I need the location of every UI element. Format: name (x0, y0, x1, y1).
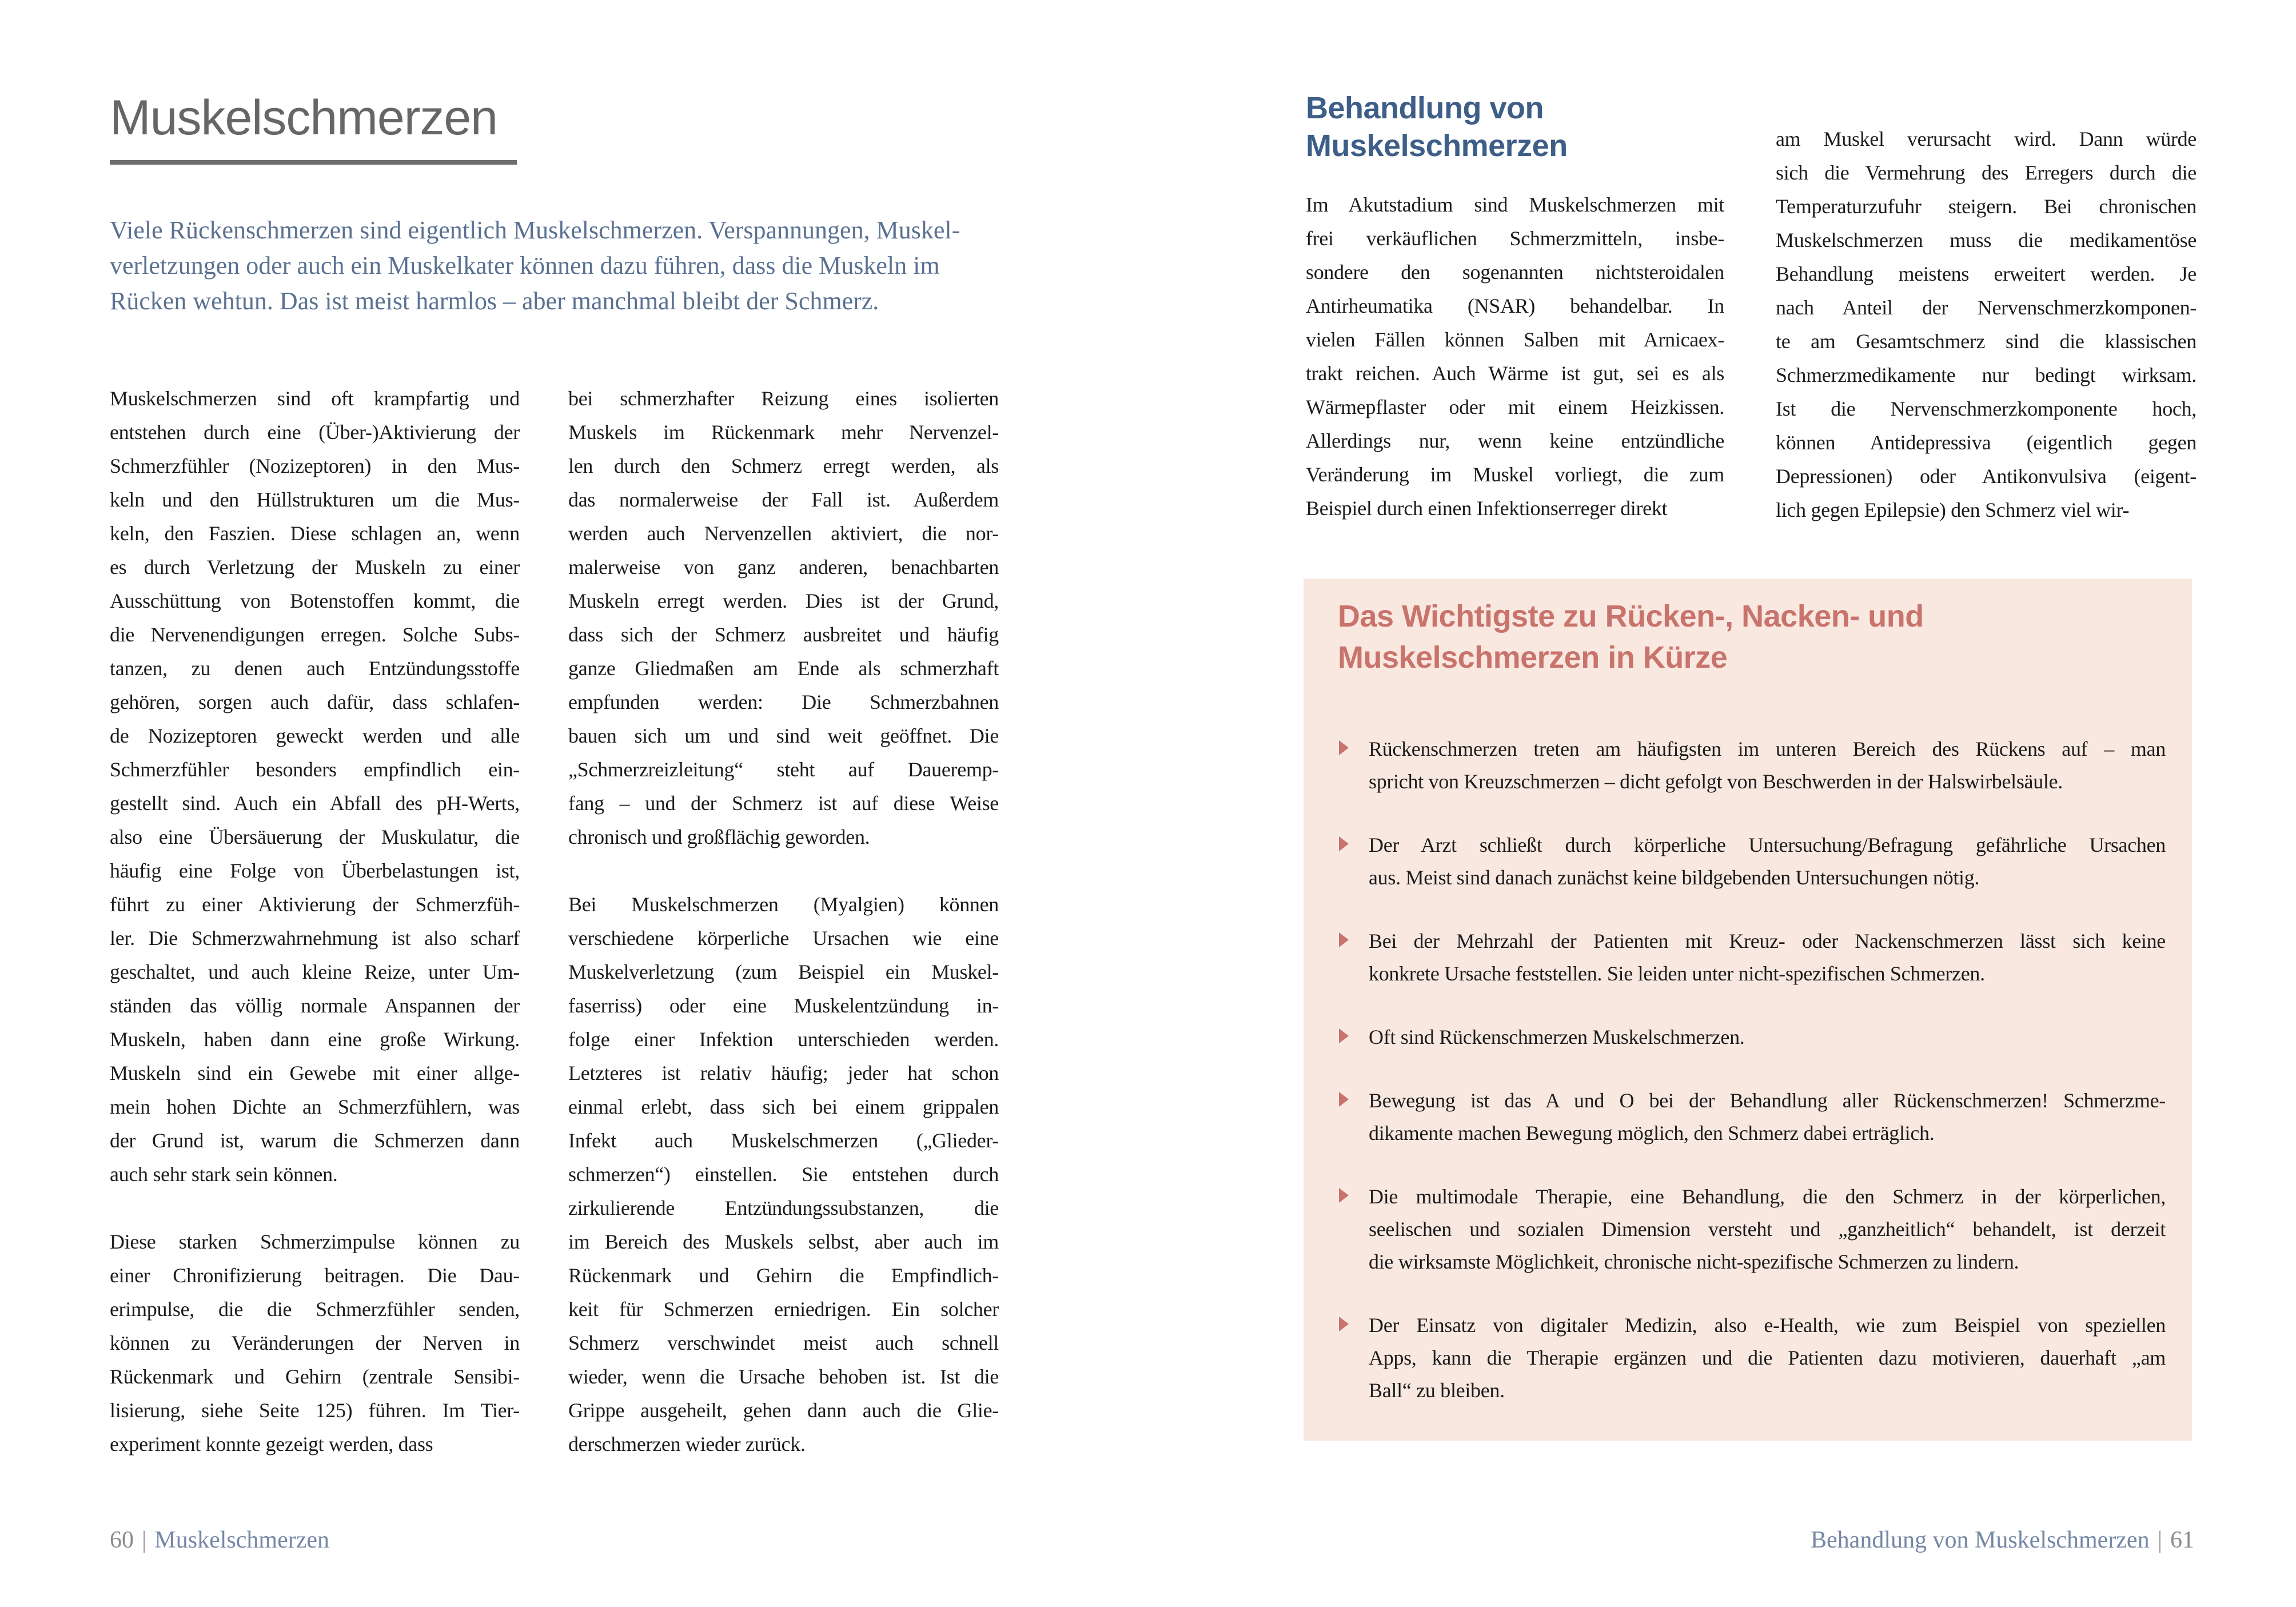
section-heading: Behandlung von Muskelschmerzen (1306, 91, 1568, 163)
paragraph: Muskelschmerzen sind oft krampfartig und entstehen durch eine (Über-)Aktivierung der Schmerzfühler (Nozizeptoren) in den Mus- keln und den Hüllstrukturen um die Mus- keln, den Faszien. Diese schlagen an, wenn es durch Verletzung der Muskeln zu einer Ausschüttung von Botenstoffen kommt, die die Nervenendigungen erregen. Solche Subs- tanzen, zu denen auch Entzündungsstoffe gehören, sorgen auch dafür, dass schlafen- de Nozizeptoren geweckt werden und alle Schmerzfühler besonders empfindlich ein- gestellt sind. Auch ein Abfall des pH-Werts, also eine Übersäuerung der Muskulatur, die häufig eine Folge von Überbelastungen ist, führt zu einer Aktivierung der Schmerzfüh- ler. Die Schmerzwahrnehmung ist also scharf geschaltet, und auch kleine Reize, unter Um- ständen das völlig normale Anspannen der Muskeln, haben dann eine große Wirkung. Muskeln sind ein Gewebe mit einer allge- mein hohen Dichte an Schmerzfühlern, was der Grund ist, warum die Schmerzen dann auch sehr stark sein können. (110, 387, 520, 1186)
left-page-column-1 (110, 382, 520, 1461)
paragraph: Bei Muskelschmerzen (Myalgien) können verschiedene körperliche Ursachen wie eine Muskelverletzung (zum Beispiel ein Muskel- faserriss) oder eine Muskelentzündung in- folge einer Infektion unterschieden werden. Letzteres ist relativ häufig; jeder hat schon einmal erlebt, dass sich bei einem grippalen Infekt auch Muskelschmerzen („Glieder- schmerzen“) einstellen. Sie entstehen durch zirkulierende Entzündungssubstanzen, die im Bereich des Muskels selbst, aber auch im Rückenmark und Gehirn die Empfindlich- keit für Schmerzen erniedrigen. Ein solcher Schmerz verschwindet meist auch schnell wieder, wenn die Ursache behoben ist. Ist die Grippe ausgeheilt, gehen dann auch die Glie- derschmerzen wieder zurück. (568, 893, 999, 1456)
page-number: 60 (110, 1527, 134, 1553)
paragraph: am Muskel verursacht wird. Dann würde sich die Vermehrung des Erregers durch die Temperaturzufuhr steigern. Bei chronischen Muskelschmerzen muss die medikamentöse Behandlung meistens erweitert werden. Je nach Anteil der Nervenschmerzkomponen- te am Gesamtschmerz sind die klassischen Schmerzmedikamente nur bedingt wirksam. Ist die Nervenschmerzkomponente hoch, können Antidepressiva (eigentlich gegen Depressionen) oder Antikonvulsiva (eigent- lich gegen Epilepsie) den Schmerz viel wir- (1776, 127, 2197, 521)
bullet-list (1338, 733, 2166, 1407)
bullet-arrow-icon (1339, 836, 1349, 851)
bullet-arrow-icon (1339, 1317, 1349, 1331)
page-number: 61 (2170, 1527, 2194, 1553)
summary-box-title: Das Wichtigste zu Rücken-, Nacken- und Muskelschmerzen in Kürze (1338, 599, 1924, 675)
paragraph: Diese starken Schmerzimpulse können zu einer Chronifizierung beitragen. Die Dau- erimpulse, die die Schmerzfühler senden, können zu Veränderungen der Nerven in Rückenmark und Gehirn (zentrale Sensibi- lisierung, siehe Seite 125) führen. Im Tier- experiment konnte gezeigt werden, dass (110, 1230, 520, 1456)
page-title: Muskelschmerzen (110, 90, 497, 145)
paragraph: Im Akutstadium sind Muskelschmerzen mit frei verkäuflichen Schmerzmitteln, insbe- sondere den sogenannten nichtsteroidalen Antirheumatika (NSAR) behandelbar. In vielen Fällen können Salben mit Arnicaex- trakt reichen. Auch Wärme ist gut, sei es als Wärmepflaster oder mit einem Heizkissen. Allerdings nur, wenn keine entzündliche Veränderung im Muskel vorliegt, die zum Beispiel durch einen Infektionserreger direkt (1306, 193, 1724, 520)
left-page-footer (110, 1523, 329, 1557)
title-underline (110, 160, 517, 165)
bullet-item: Bei der Mehrzahl der Patienten mit Kreuz- oder Nackenschmerzen lässt sich keine konkrete Ursache feststellen. Sie leiden unter nicht-spezifischen Schmerzen. (1338, 925, 2166, 990)
bullet-item: Die multimodale Therapie, eine Behandlung, die den Schmerz in der körperlichen, seelischen und sozialen Dimension versteht und „ganzheitlich“ behandelt, ist derzeit die wirksamste Möglichkeit, chronische nicht-spezifische Schmerzen zu lindern. (1338, 1181, 2166, 1278)
bullet-arrow-icon (1339, 1188, 1349, 1203)
footer-label: Muskelschmerzen (154, 1527, 329, 1553)
bullet-item: Oft sind Rückenschmerzen Muskelschmerzen. (1338, 1021, 2166, 1054)
footer-separator: | (142, 1527, 147, 1553)
right-page-column-2 (1776, 122, 2197, 527)
summary-box (1304, 579, 2192, 1441)
bullet-arrow-icon (1339, 932, 1349, 947)
footer-label: Behandlung von Muskelschmerzen (1811, 1527, 2150, 1553)
paragraph: bei schmerzhafter Reizung eines isolierten Muskels im Rückenmark mehr Nervenzel- len durch den Schmerz erregt werden, als das normalerweise der Fall ist. Außerdem werden auch Nervenzellen aktiviert, die nor- malerweise von ganz anderen, benachbarten Muskeln erregt werden. Dies ist der Grund, dass sich der Schmerz ausbreitet und häufig ganze Gliedmaßen am Ende als schmerzhaft empfunden werden: Die Schmerzbahnen bauen sich um und sind weit geöffnet. Die „Schmerzreizleitung“ steht auf Daueremp- fang – und der Schmerz ist auf diese Weise chronisch und großflächig geworden. (568, 387, 999, 848)
bullet-item: Der Arzt schließt durch körperliche Untersuchung/Befragung gefährliche Ursachen aus. Meist sind danach zunächst keine bildgebenden Untersuchungen nötig. (1338, 829, 2166, 894)
footer-separator: | (2157, 1527, 2162, 1553)
intro-paragraph: Viele Rückenschmerzen sind eigentlich Muskelschmerzen. Verspannungen, Muskel- verletzungen oder auch ein Muskelkater können dazu führen, dass die Muskeln im Rücken wehtun. Das ist meist harmlos – aber manchmal bleibt der Schmerz. (110, 216, 960, 315)
bullet-item: Der Einsatz von digitaler Medizin, also e-Health, wie zum Beispiel von speziellen Apps, kann die Therapie ergänzen und die Patienten dazu motivieren, dauerhaft „am Ball“ zu bleiben. (1338, 1309, 2166, 1407)
bullet-item: Bewegung ist das A und O bei der Behandlung aller Rückenschmerzen! Schmerzme- dikamente machen Bewegung möglich, den Schmerz dabei erträglich. (1338, 1084, 2166, 1150)
bullet-item: Rückenschmerzen treten am häufigsten im unteren Bereich des Rückens auf – man spricht von Kreuzschmerzen – dicht gefolgt von Beschwerden in der Halswirbelsäule. (1338, 733, 2166, 798)
bullet-arrow-icon (1339, 1028, 1349, 1043)
bullet-arrow-icon (1339, 1092, 1349, 1107)
left-page-column-2 (568, 382, 999, 1461)
bullet-arrow-icon (1339, 740, 1349, 755)
right-page-footer (1811, 1523, 2194, 1557)
right-page-column-1 (1306, 188, 1724, 525)
